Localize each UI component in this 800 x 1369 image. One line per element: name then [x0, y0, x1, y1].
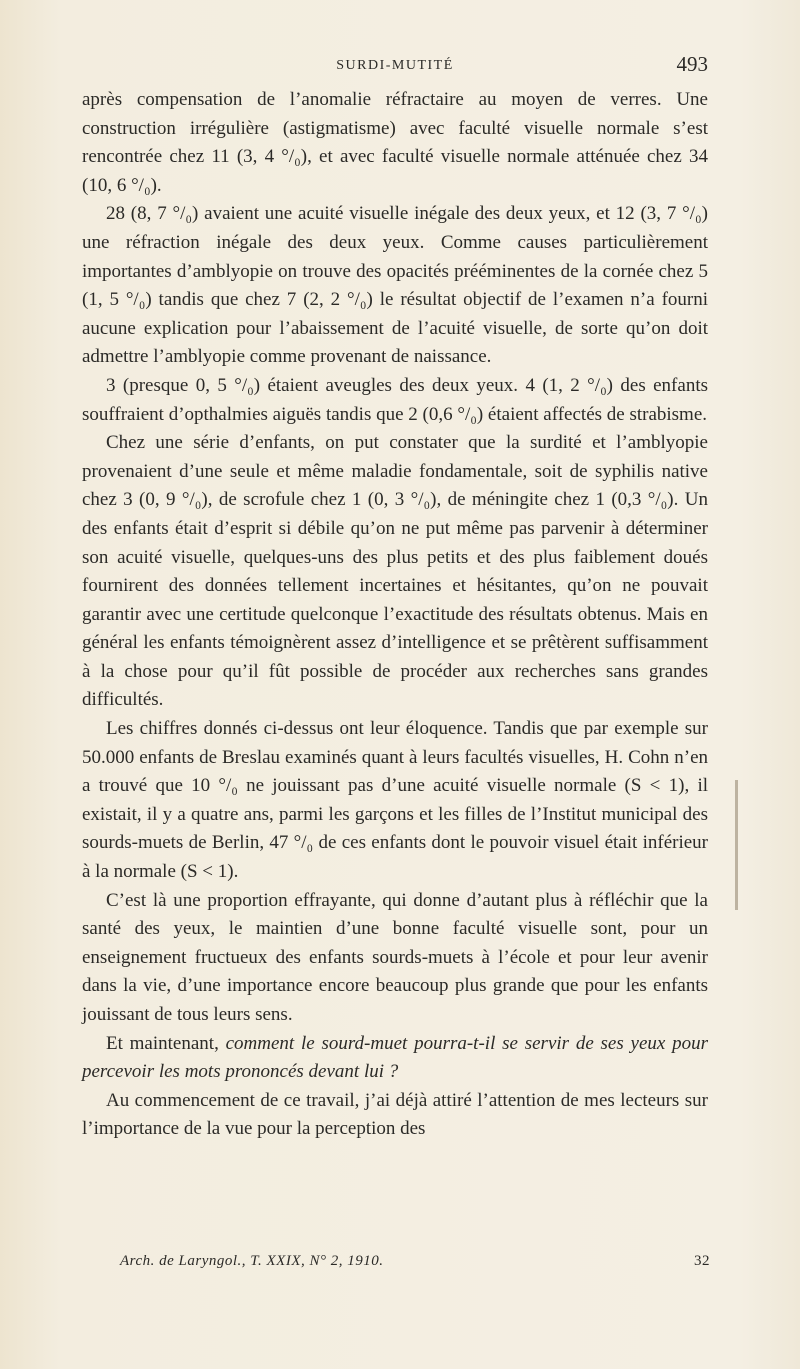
paragraph-2: 28 (8, 7 °/₀) avaient une acuité visuelle inégale des deux yeux, et 12 (3, 7 °/₀) une réfraction inégale des deux yeux. Comme causes particulièrement importantes d’amblyopie on trouve des opacités prééminentes de la cornée chez 5 (1, 5 °/₀) tandis que chez 7 (2, 2 °/₀) le résultat objectif de l’examen n’a fourni aucune explication pour l’abaissement de l’acuité visuelle, de sorte qu’on doit admettre l’amblyopie comme provenant de naissance. [82, 203, 708, 368]
page-footer [120, 1253, 710, 1270]
body-text [82, 86, 708, 1144]
footer-citation: Arch. de Laryngol., T. XXIX, N° 2, 1910. [120, 1253, 384, 1269]
page-number: 493 [676, 52, 708, 76]
question-lead: Et maintenant, [106, 1032, 219, 1054]
paragraph-3: 3 (presque 0, 5 °/₀) étaient aveugles des deux yeux. 4 (1, 2 °/₀) des enfants souffraient d’opthalmies aiguës tandis que 2 (0,6 °/₀) étaient affectés de strabisme. [82, 374, 708, 425]
paragraph-5: Les chiffres donnés ci-dessus ont leur éloquence. Tandis que par exemple sur 50.000 enfants de Breslau examinés quant à leurs facultés visuelles, H. Cohn n’en a trouvé que 10 °/₀ ne jouissant pas d’une acuité visuelle normale (S < 1), il existait, il y a quatre ans, parmi les garçons et les filles de l’Institut municipal des sourds-muets de Berlin, 47 °/₀ de ces enfants dont le pouvoir visuel était inférieur à la normale (S < 1). [82, 718, 708, 883]
paragraph-6: C’est là une proportion effrayante, qui donne d’autant plus à réfléchir que la santé des yeux, le maintien d’une bonne faculté visuelle sont, pour un enseignement fructueux des enfants sourds-muets à l’école et pour leur avenir dans la vie, d’une importance encore beaucoup plus grande que pour les enfants jouissant de tous leurs sens. [82, 889, 708, 1025]
paragraph-4: Chez une série d’enfants, on put constater que la surdité et l’amblyopie provenaient d’une seule et même maladie fondamentale, soit de syphilis native chez 3 (0, 9 °/₀), de scrofule chez 1 (0, 3 °/₀), de méningite chez 1 (0,3 °/₀). Un des enfants était d’esprit si débile qu’on ne put même pas parvenir à déterminer son acuité visuelle, quelques-uns des plus petits et des plus faiblement doués fournirent des données tellement incertaines et hésitantes, qu’on ne pouvait garantir avec une certitude quelconque l’exactitude des résultats obtenus. Mais en général les enfants témoignèrent assez d’intelligence et se prêtèrent suffisamment à la chose pour qu’il fût possible de procéder aux recherches sans grandes difficultés. [82, 432, 708, 711]
question-paragraph [82, 1030, 708, 1087]
page-header [82, 52, 708, 82]
question-italic: comment le sourd-muet pourra-t-il se servir de ses yeux pour percevoir les mots prononcés devant lui ? [82, 1032, 708, 1083]
paragraph-1: après compensation de l’anomalie réfractaire au moyen de verres. Une construction irrégulière (astigmatisme) avec faculté visuelle normale s’est rencontrée chez 11 (3, 4 °/₀), et avec faculté visuelle normale atténuée chez 34 (10, 6 °/₀). [82, 89, 708, 196]
last-paragraph: Au commencement de ce travail, j’ai déjà attiré l’attention de mes lecteurs sur l’importance de la vue pour la perception des [82, 1089, 708, 1140]
signature-mark: 32 [694, 1253, 710, 1269]
margin-pencil-mark [735, 780, 738, 910]
running-head: SURDI-MUTITÉ [336, 58, 454, 73]
